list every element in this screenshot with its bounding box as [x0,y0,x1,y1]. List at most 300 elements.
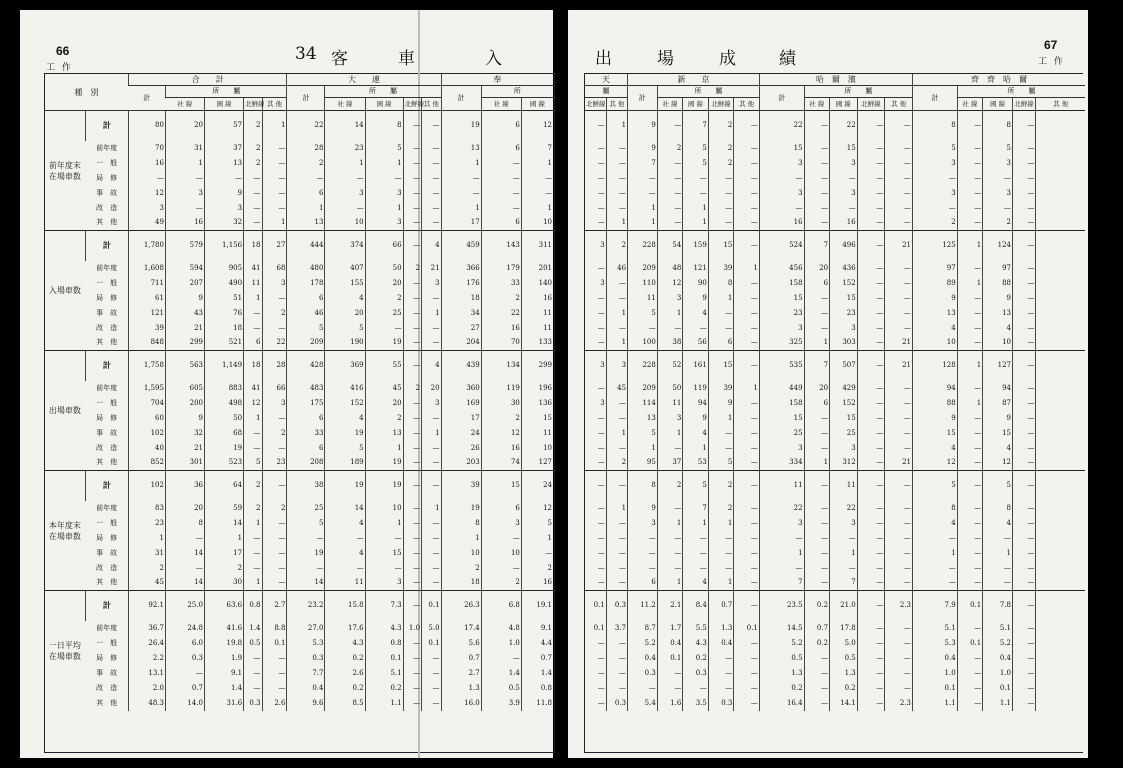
table-cell: 4.4 [521,636,553,651]
table-cell: 3 [759,321,804,336]
table-cell: — [885,516,913,531]
table-cell: 39 [708,261,734,276]
table-cell: 0.4 [913,651,958,666]
table-cell: 428 [287,351,325,381]
table-cell: 30 [481,396,521,411]
table-cell: 55 [365,351,403,381]
table-cell: — [913,561,958,576]
table-cell: — [957,546,983,561]
table-cell: — [365,531,403,546]
table-cell: 23.2 [287,591,325,621]
shozoku-header: 所 屬 [165,86,287,98]
table-cell: 5.0 [830,636,858,651]
table-cell: 366 [441,261,481,276]
table-cell: 0.2 [683,651,709,666]
table-cell: 61 [129,291,166,306]
table-cell: 13 [628,411,658,426]
table-cell: 5 [913,141,958,156]
table-cell: — [262,666,287,681]
table-cell: 57 [205,111,244,141]
table-cell: 8 [983,501,1013,516]
shubetsu-header: 種 別 [45,74,129,111]
table-cell: — [885,261,913,276]
table-cell: 32 [205,216,244,231]
table-cell: — [1012,216,1035,231]
table-cell: 11 [521,321,553,336]
table-row [585,516,1085,531]
table-cell: — [734,306,760,321]
table-cell: 1.1 [983,696,1013,711]
table-cell: 0.3 [683,666,709,681]
table-cell: 12 [657,276,683,291]
table-cell: — [804,141,830,156]
table-cell: 1,156 [205,231,244,261]
table-cell: 33 [287,426,325,441]
table-cell: 0.4 [287,681,325,696]
subcol-header: 其 他 [885,98,913,111]
table-cell: 5.5 [683,621,709,636]
table-cell: 1 [365,156,403,171]
table-cell: — [403,501,421,516]
table-cell: — [606,681,627,696]
table-cell: — [262,516,287,531]
subcol-header: 北鮮線 [403,98,421,111]
table-cell: — [885,561,913,576]
table-cell: — [957,141,983,156]
right-data-table [585,74,1085,711]
table-row [45,351,553,381]
table-cell: 3 [913,156,958,171]
table-cell: — [422,651,442,666]
row-label: 局 修 [96,533,118,542]
table-cell: 0.5 [759,651,804,666]
table-cell: 5 [983,471,1013,501]
subcol-header: 北鮮線 [244,98,262,111]
table-cell: — [606,186,627,201]
table-row [45,576,553,591]
table-cell: 0.1 [422,636,442,651]
table-row [585,441,1085,456]
table-cell: 5.2 [983,636,1013,651]
table-cell: — [606,651,627,666]
table-cell: 23.5 [759,591,804,621]
subcol-header: 社 線 [804,98,830,111]
table-cell: 436 [830,261,858,276]
section-label: 出場車数 [45,351,85,471]
table-cell: — [606,411,627,426]
table-cell: — [262,201,287,216]
table-cell: 1.4 [521,666,553,681]
table-cell: 18 [244,351,262,381]
table-cell: 203 [441,456,481,471]
table-cell: — [403,531,421,546]
row-label: 其 他 [96,218,118,227]
table-cell: 4 [683,306,709,321]
table-cell: — [165,171,204,186]
table-cell: 119 [683,381,709,396]
table-cell: 5 [287,321,325,336]
table-row [585,261,1085,276]
table-cell: — [734,516,760,531]
table-cell: 20 [165,111,204,141]
table-cell: — [1012,621,1035,636]
table-cell: — [597,158,605,167]
table-cell: 19 [365,471,403,501]
table-cell: 711 [129,276,166,291]
table-cell: 128 [913,351,958,381]
table-cell: 2 [521,561,553,576]
kei-header: 計 [628,86,658,111]
table-cell: 3 [365,186,403,201]
table-cell: 0.3 [628,666,658,681]
table-cell: 3 [585,351,606,381]
table-cell: 16 [165,216,204,231]
table-cell: 2 [657,471,683,501]
table-cell: 0.2 [759,681,804,696]
table-cell: 1 [628,216,658,231]
table-cell: 33 [481,276,521,291]
table-cell: — [708,666,734,681]
table-cell: — [521,546,553,561]
table-cell: — [857,216,885,231]
table-cell: 5.1 [913,621,958,636]
table-cell: 0.2 [325,681,365,696]
table-cell: 10 [441,546,481,561]
table-cell: 3 [129,201,166,216]
table-cell: 17 [205,546,244,561]
table-cell: 19 [325,426,365,441]
table-cell: — [957,171,983,186]
table-cell: — [857,621,885,636]
table-cell: 1 [244,291,262,306]
table-cell: — [606,516,627,531]
table-cell: 1 [957,396,983,411]
table-cell: — [403,216,421,231]
table-cell: — [262,576,287,591]
table-cell: 1 [422,501,442,516]
table-cell: — [585,111,606,141]
table-cell: — [403,636,421,651]
table-cell: — [857,396,885,411]
table-row [45,441,553,456]
table-cell: — [734,666,760,681]
table-cell: — [403,561,421,576]
table-cell: — [657,156,683,171]
table-cell: 496 [830,231,858,261]
table-cell: 5.1 [983,621,1013,636]
table-cell: 95 [628,456,658,471]
shozoku-header: 所 屬 [804,86,912,98]
table-cell: 25 [365,306,403,321]
table-cell: 16 [129,156,166,171]
table-cell: — [857,291,885,306]
table-cell: 5.4 [628,696,658,711]
table-cell: 11.2 [628,591,658,621]
table-cell: 1.9 [205,651,244,666]
table-cell: 26.4 [129,636,166,651]
table-cell: 22 [830,111,858,141]
table-cell: — [422,321,442,336]
table-row [45,591,553,621]
subcol-header: 北鮮線 [857,98,885,111]
table-cell: — [857,261,885,276]
table-cell: — [606,171,627,186]
table-cell: — [683,531,709,546]
table-cell: 0.5 [244,636,262,651]
table-cell: 15 [365,546,403,561]
table-cell: 3 [262,276,287,291]
table-row [45,396,553,411]
table-cell: 3.5 [683,696,709,711]
table-cell: — [606,201,627,216]
table-cell: 189 [325,456,365,471]
table-cell: — [885,186,913,201]
table-cell: — [957,426,983,441]
table-cell: — [403,516,421,531]
table-cell: 169 [441,396,481,411]
table-cell: 88 [983,276,1013,291]
table-cell: 21 [165,321,204,336]
table-cell: 38 [657,336,683,351]
table-cell: 521 [205,336,244,351]
table-cell: 2.7 [262,591,287,621]
table-cell: — [734,291,760,306]
table-cell: 13.1 [129,666,166,681]
table-cell: — [287,531,325,546]
table-cell: 0.7 [521,651,553,666]
table-cell: 114 [628,396,658,411]
table-row [45,111,553,141]
table-cell: — [804,186,830,201]
table-cell: 0.1 [983,681,1013,696]
table-cell: 2 [244,156,262,171]
table-cell: 20 [165,501,204,516]
table-cell: — [422,681,442,696]
table-cell: 444 [287,231,325,261]
right-title-4: 績 [779,49,796,69]
table-cell: 16 [521,576,553,591]
table-cell: 2 [205,561,244,576]
group-header-tsitsihar: 齊 齊 哈 爾 [913,74,1085,86]
table-cell: — [403,186,421,201]
table-cell: 6 [287,186,325,201]
table-cell: 7 [830,576,858,591]
table-cell: — [857,306,885,321]
table-cell: — [657,216,683,231]
table-cell: — [481,156,521,171]
table-cell: 704 [129,396,166,411]
table-cell: 1 [983,546,1013,561]
table-cell: — [957,381,983,396]
table-cell: 4 [983,321,1013,336]
table-cell: 6 [481,501,521,516]
table-cell: — [1012,306,1035,321]
table-cell: 1.0 [913,666,958,681]
table-cell: 14 [165,576,204,591]
table-cell: — [885,111,913,141]
table-cell: 80 [129,111,166,141]
table-cell: 1 [521,156,553,171]
row-label: 改 造 [96,203,118,212]
table-cell: — [628,171,658,186]
table-cell: 136 [521,396,553,411]
table-cell: — [657,171,683,186]
table-cell: — [957,411,983,426]
table-cell: 369 [325,351,365,381]
table-cell: 21 [885,456,913,471]
table-cell: 2 [481,576,521,591]
table-cell: 8.7 [628,621,658,636]
table-cell: — [325,201,365,216]
table-cell: 4 [325,516,365,531]
table-cell: — [403,156,421,171]
table-cell: 22 [759,111,804,141]
table-row [45,216,553,231]
table-cell: 25 [759,426,804,441]
table-cell: 11 [830,471,858,501]
table-cell: — [857,426,885,441]
table-row [585,141,1085,156]
table-cell: — [683,171,709,186]
row-label: 一 般 [96,518,118,527]
table-cell: 1 [957,276,983,291]
table-cell: 15 [759,141,804,156]
table-cell: — [244,681,262,696]
table-cell: — [885,681,913,696]
table-cell: — [1012,681,1035,696]
table-cell: — [885,396,913,411]
table-cell: — [857,561,885,576]
table-cell: — [1012,441,1035,456]
group-header-total: 合 計 [129,74,287,86]
table-cell: — [422,576,442,591]
table-row [585,681,1085,696]
table-cell: 14 [205,516,244,531]
table-cell: 3 [759,516,804,531]
table-cell: 1.4 [244,621,262,636]
table-cell-empty [1036,561,1085,576]
table-cell: — [857,411,885,426]
table-cell: 8 [983,111,1013,141]
table-cell: — [734,696,760,711]
table-cell: — [262,291,287,306]
left-title-3: 車 [398,49,415,69]
table-cell: 15 [983,426,1013,441]
table-cell: — [957,186,983,201]
table-cell-empty [1036,591,1085,621]
table-cell: — [683,186,709,201]
table-cell: 90 [683,276,709,291]
table-cell-empty [1036,381,1085,396]
table-cell: — [585,471,606,501]
table-cell: 17.6 [325,621,365,636]
table-cell: 2 [441,561,481,576]
table-cell: 0.3 [606,696,627,711]
table-cell: — [957,576,983,591]
table-cell-empty [1036,111,1085,141]
table-cell: 12 [129,186,166,201]
table-cell: — [804,411,830,426]
table-row [45,696,553,711]
table-row [585,531,1085,546]
table-cell: — [521,171,553,186]
table-cell: 848 [129,336,166,351]
table-cell: — [403,471,421,501]
table-cell: — [804,531,830,546]
table-cell: 21.0 [830,591,858,621]
table-cell: 37 [205,141,244,156]
table-cell: 1 [441,531,481,546]
table-cell: — [957,321,983,336]
table-cell: 23 [129,516,166,531]
table-cell: — [365,321,403,336]
table-cell: — [403,306,421,321]
table-cell: 4 [983,516,1013,531]
table-cell: — [804,561,830,576]
table-cell: — [597,653,605,662]
table-cell: — [422,291,442,306]
table-cell: — [403,291,421,306]
table-cell: 5 [521,516,553,531]
table-cell: — [597,338,605,347]
table-cell: 9 [628,141,658,156]
table-cell: 1.3 [708,621,734,636]
table-cell: — [734,471,760,501]
table-cell: — [606,141,627,156]
left-title-2: 客 [331,49,348,69]
table-cell: 127 [983,351,1013,381]
table-cell: — [913,531,958,546]
table-cell: — [759,531,804,546]
table-cell: — [708,216,734,231]
table-row [585,156,1085,171]
table-cell: 1 [521,531,553,546]
table-cell: 5.0 [422,621,442,636]
table-cell: 7 [804,351,830,381]
table-cell: — [244,651,262,666]
table-row [45,621,553,636]
table-cell: — [759,561,804,576]
table-cell: — [1012,171,1035,186]
table-cell: 158 [759,276,804,291]
table-cell: — [262,186,287,201]
table-cell: — [734,636,760,651]
table-cell: 7 [683,501,709,516]
table-cell: — [983,576,1013,591]
table-row [45,426,553,441]
table-cell: 15 [521,411,553,426]
table-cell: 27.0 [287,621,325,636]
table-row [45,651,553,666]
table-cell: 4.3 [683,636,709,651]
table-cell: 152 [325,396,365,411]
table-cell: 1 [606,216,627,231]
table-cell: 3 [657,291,683,306]
table-cell: 26.3 [441,591,481,621]
table-cell: 9 [205,186,244,201]
row-label: 改 造 [96,323,118,332]
table-cell: 3 [365,576,403,591]
table-cell: — [244,171,262,186]
table-cell: — [983,171,1013,186]
table-cell: 10 [983,336,1013,351]
section-label: 本年度末在場車数 [45,471,85,591]
table-cell: — [403,111,421,141]
table-cell: — [857,231,885,261]
table-cell: — [597,458,605,467]
row-label: 其 他 [96,458,118,467]
table-cell: 19 [365,456,403,471]
